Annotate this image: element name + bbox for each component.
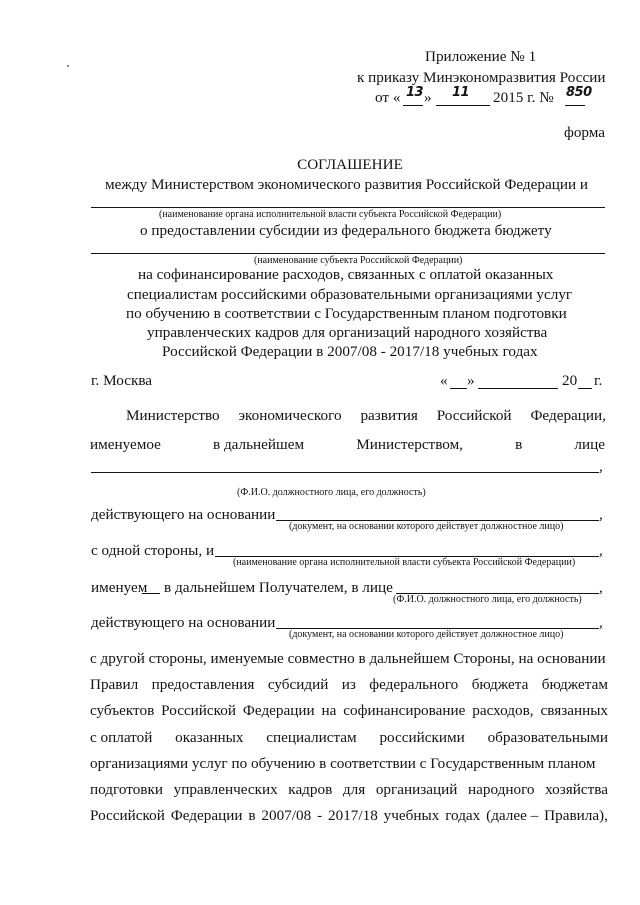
word: хозяйства bbox=[545, 781, 608, 798]
fio-hint: (Ф.И.О. должностного лица, его должность) bbox=[237, 487, 426, 498]
acting-basis-hint: (документ, на основании которого действует должностное лицо) bbox=[289, 521, 564, 532]
title-line-5: по обучению в соответствии с Государственным планом подготовки bbox=[126, 305, 567, 322]
date-day-blank bbox=[450, 388, 467, 389]
word: Правил bbox=[90, 676, 139, 693]
fio-comma: , bbox=[599, 458, 603, 475]
word: годах bbox=[445, 807, 481, 824]
date-close-quote: » bbox=[467, 372, 475, 389]
word: - bbox=[317, 807, 323, 824]
para-line-3 bbox=[90, 702, 608, 720]
acting-basis-label: действующего на основании bbox=[91, 506, 276, 523]
recipient-org-comma: , bbox=[599, 542, 603, 559]
word: на bbox=[321, 702, 337, 719]
word: российскими bbox=[379, 729, 465, 746]
word: управленческих bbox=[173, 781, 278, 798]
one-side-label: с одной стороны, и bbox=[91, 542, 215, 559]
word: субсидий bbox=[267, 676, 329, 693]
year-prefix: 20 bbox=[562, 372, 578, 389]
recipient-fio-hint: (Ф.И.О. должностного лица, его должность) bbox=[393, 594, 582, 605]
word: народного bbox=[468, 781, 535, 798]
word: субъектов bbox=[90, 702, 155, 719]
word: Правила), bbox=[544, 807, 608, 824]
word: Министерством, bbox=[356, 436, 463, 453]
para-line-2 bbox=[90, 676, 608, 694]
scan-speck bbox=[67, 65, 69, 67]
word: Российской bbox=[90, 807, 165, 824]
text: организациями услуг по обучению в соответствии с Государственным планом bbox=[90, 755, 596, 772]
recipient-org-hint: (наименование органа исполнительной власти субъекта Российской Федерации) bbox=[233, 557, 576, 568]
title-line-7: Российской Федерации в 2007/08 - 2017/18 учебных годах bbox=[162, 343, 538, 360]
order-reference: к приказу Минэкономразвития России bbox=[357, 69, 606, 86]
word: Федерации bbox=[170, 807, 243, 824]
fio-blank[interactable] bbox=[91, 472, 599, 473]
month-underline bbox=[436, 105, 490, 106]
para-line-7 bbox=[90, 807, 608, 825]
word: Российской bbox=[161, 702, 237, 719]
recipient-fio-comma: , bbox=[599, 579, 603, 596]
para-line-6 bbox=[90, 781, 608, 799]
word: бюджетам bbox=[541, 676, 608, 693]
appendix-label: Приложение № 1 bbox=[425, 48, 537, 65]
word: развития bbox=[360, 407, 418, 424]
named-ending-blank[interactable] bbox=[142, 593, 160, 594]
acting-basis-hint-2: (документ, на основании которого действует должностное лицо) bbox=[289, 629, 564, 640]
word: связанных bbox=[540, 702, 608, 719]
date-mid: » bbox=[424, 89, 432, 106]
word: Российской bbox=[436, 407, 512, 424]
para-line-4 bbox=[90, 729, 608, 747]
word: Федерации bbox=[242, 702, 315, 719]
word: софинансирование bbox=[343, 702, 466, 719]
title-blank-2 bbox=[91, 253, 605, 254]
title-line-2: о предоставлении субсидии из федерального бюджета бюджету bbox=[140, 222, 552, 239]
word: образовательными bbox=[487, 729, 608, 746]
acting-basis-comma-2: , bbox=[599, 614, 603, 631]
date-open-quote: « bbox=[440, 372, 448, 389]
date-month-blank bbox=[478, 388, 558, 389]
title-line-4: специалистам российскими образовательными организациями услуг bbox=[127, 286, 573, 303]
title-hint-1: (наименование органа исполнительной власти субъекта Российской Федерации) bbox=[159, 209, 502, 220]
word: 2017/18 bbox=[328, 807, 378, 824]
date-year-blank bbox=[578, 388, 592, 389]
word: в bbox=[248, 807, 256, 824]
handwritten-day: 13 bbox=[406, 85, 424, 100]
word: с оплатой bbox=[90, 729, 153, 746]
year-number-text: 2015 г. № bbox=[493, 89, 554, 106]
word: оказанных bbox=[175, 729, 244, 746]
title-hint-2: (наименование субъекта Российской Федерации) bbox=[254, 255, 463, 266]
day-underline bbox=[403, 105, 423, 106]
document-title: СОГЛАШЕНИЕ bbox=[297, 156, 403, 173]
word: бюджета bbox=[471, 676, 529, 693]
word: (далее – bbox=[486, 807, 539, 824]
named-prefix: именуем bbox=[91, 579, 148, 596]
acting-basis-comma: , bbox=[599, 506, 603, 523]
title-line-1: между Министерством экономического развития Российской Федерации и bbox=[105, 176, 589, 193]
para-line-5 bbox=[90, 755, 608, 773]
body-line-1 bbox=[126, 407, 606, 425]
date-prefix: от « bbox=[375, 89, 401, 106]
word: лице bbox=[574, 436, 605, 453]
word: учебных bbox=[383, 807, 440, 824]
title-line-3: на софинансирование расходов, связанных с оплатой оказанных bbox=[138, 266, 554, 283]
word: Федерации, bbox=[530, 407, 606, 424]
acting-basis-label-2: действующего на основании bbox=[91, 614, 276, 631]
word: в дальнейшем bbox=[212, 436, 305, 453]
title-line-6: управленческих кадров для организаций народного хозяйства bbox=[147, 324, 548, 341]
word: именуемое bbox=[90, 436, 161, 453]
number-underline bbox=[565, 105, 585, 106]
handwritten-number: 850 bbox=[566, 85, 592, 100]
word: кадров bbox=[288, 781, 333, 798]
word: расходов, bbox=[472, 702, 534, 719]
handwritten-month: 11 bbox=[452, 85, 470, 100]
city: г. Москва bbox=[91, 372, 153, 389]
title-blank-1 bbox=[91, 207, 605, 208]
word: 2007/08 bbox=[261, 807, 312, 824]
word: организаций bbox=[375, 781, 458, 798]
word: из bbox=[341, 676, 356, 693]
named-suffix: в дальнейшем Получателем, в лице bbox=[164, 579, 393, 596]
word: для bbox=[342, 781, 366, 798]
word: федерального bbox=[369, 676, 459, 693]
word: в bbox=[515, 436, 523, 453]
para-line-1 bbox=[90, 650, 608, 668]
text: с другой стороны, именуемые совместно в дальнейшем Стороны, на основании bbox=[90, 650, 606, 667]
word: подготовки bbox=[90, 781, 163, 798]
year-suffix: г. bbox=[594, 372, 603, 389]
word: Министерство bbox=[126, 407, 220, 424]
word: специалистам bbox=[266, 729, 357, 746]
form-label: форма bbox=[564, 124, 606, 141]
word: предоставления bbox=[151, 676, 255, 693]
word: экономического bbox=[238, 407, 342, 424]
body-line-2 bbox=[90, 436, 605, 454]
